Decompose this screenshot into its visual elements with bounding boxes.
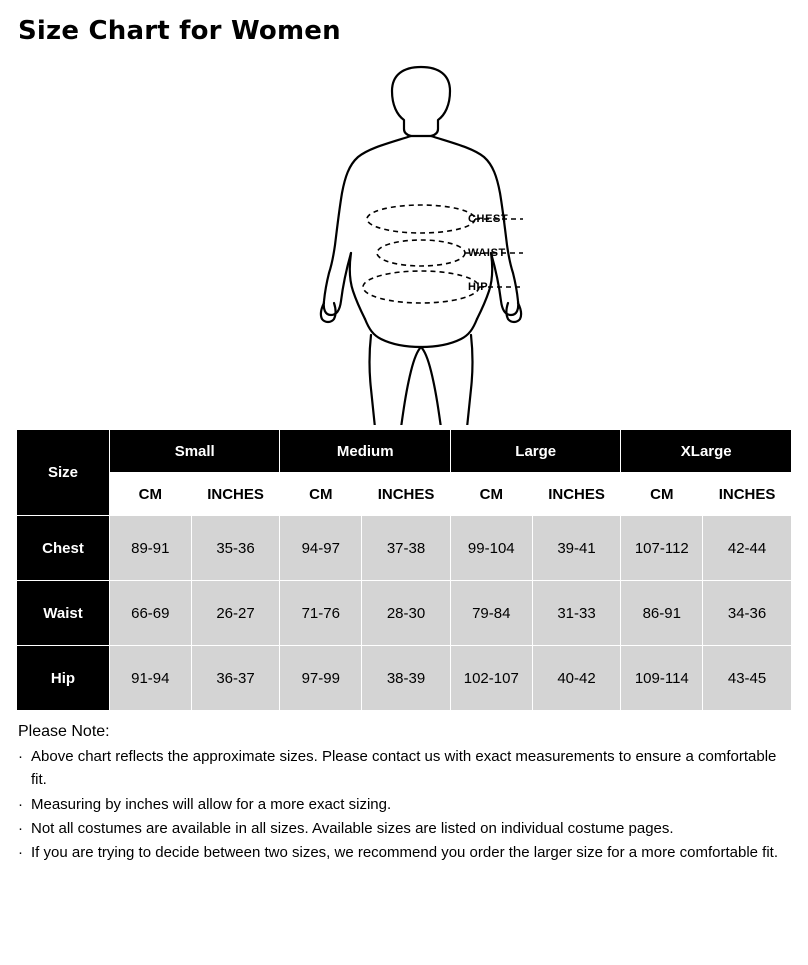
list-item	[18, 793, 792, 816]
unit-medium-inches: INCHES	[362, 473, 451, 516]
page-title: Size Chart for Women	[18, 16, 341, 46]
size-group-medium: Medium	[280, 430, 451, 473]
cell-waist-medium-inches: 28-30	[362, 581, 451, 646]
note-text: Not all costumes are available in all sizes. Available sizes are listed on individual costume pages.	[31, 819, 674, 837]
size-table	[16, 429, 792, 711]
bullet-icon: ·	[18, 819, 23, 837]
unit-xlarge-cm: CM	[621, 473, 703, 516]
cell-waist-medium-cm: 71-76	[280, 581, 362, 646]
notes-heading: Please Note:	[18, 723, 110, 741]
cell-hip-xlarge-cm: 109-114	[621, 646, 703, 711]
bullet-icon: ·	[18, 748, 23, 766]
list-item	[18, 745, 792, 792]
cell-waist-xlarge-cm: 86-91	[621, 581, 703, 646]
cell-hip-large-inches: 40-42	[532, 646, 621, 711]
cell-hip-large-cm: 102-107	[450, 646, 532, 711]
cell-hip-small-cm: 91-94	[109, 646, 191, 711]
cell-hip-xlarge-inches: 43-45	[703, 646, 792, 711]
cell-waist-xlarge-inches: 34-36	[703, 581, 792, 646]
unit-xlarge-inches: INCHES	[703, 473, 792, 516]
cell-hip-small-inches: 36-37	[191, 646, 280, 711]
cell-chest-large-inches: 39-41	[532, 516, 621, 581]
cell-hip-medium-inches: 38-39	[362, 646, 451, 711]
bullet-icon: ·	[18, 795, 23, 813]
table-row	[17, 581, 792, 646]
cell-hip-medium-cm: 97-99	[280, 646, 362, 711]
table-header-row-units	[17, 473, 792, 516]
cell-chest-medium-cm: 94-97	[280, 516, 362, 581]
chest-measure-ellipse	[367, 205, 475, 233]
size-group-small: Small	[109, 430, 279, 473]
table-row	[17, 646, 792, 711]
cell-waist-small-cm: 66-69	[109, 581, 191, 646]
waist-label: WAIST	[468, 247, 506, 260]
cell-chest-medium-inches: 37-38	[362, 516, 451, 581]
size-group-large: Large	[450, 430, 621, 473]
cell-chest-large-cm: 99-104	[450, 516, 532, 581]
list-item	[18, 817, 792, 840]
body-figure	[16, 53, 792, 425]
hip-label: HIP	[468, 281, 489, 294]
unit-small-inches: INCHES	[191, 473, 280, 516]
waist-measure-ellipse	[377, 240, 465, 266]
cell-waist-large-inches: 31-33	[532, 581, 621, 646]
unit-large-cm: CM	[450, 473, 532, 516]
table-row	[17, 516, 792, 581]
notes-section	[16, 723, 792, 864]
unit-small-cm: CM	[109, 473, 191, 516]
chest-label: CHEST	[468, 213, 509, 226]
table-corner-label: Size	[17, 430, 110, 516]
female-body-silhouette-icon	[261, 53, 581, 425]
cell-chest-small-inches: 35-36	[191, 516, 280, 581]
cell-waist-small-inches: 26-27	[191, 581, 280, 646]
table-header-row-groups	[17, 430, 792, 473]
row-label-waist: Waist	[17, 581, 110, 646]
cell-chest-xlarge-inches: 42-44	[703, 516, 792, 581]
unit-medium-cm: CM	[280, 473, 362, 516]
list-item	[18, 841, 792, 864]
row-label-hip: Hip	[17, 646, 110, 711]
hip-measure-ellipse	[363, 271, 479, 303]
size-group-xlarge: XLarge	[621, 430, 792, 473]
note-text: If you are trying to decide between two sizes, we recommend you order the larger size for a more comfortable fit.	[31, 844, 779, 862]
unit-large-inches: INCHES	[532, 473, 621, 516]
note-text: Measuring by inches will allow for a more exact sizing.	[31, 795, 392, 813]
cell-waist-large-cm: 79-84	[450, 581, 532, 646]
note-text: Above chart reflects the approximate sizes. Please contact us with exact measurements to ensure a comfortable fit.	[31, 748, 777, 789]
row-label-chest: Chest	[17, 516, 110, 581]
cell-chest-xlarge-cm: 107-112	[621, 516, 703, 581]
cell-chest-small-cm: 89-91	[109, 516, 191, 581]
bullet-icon: ·	[18, 844, 23, 862]
